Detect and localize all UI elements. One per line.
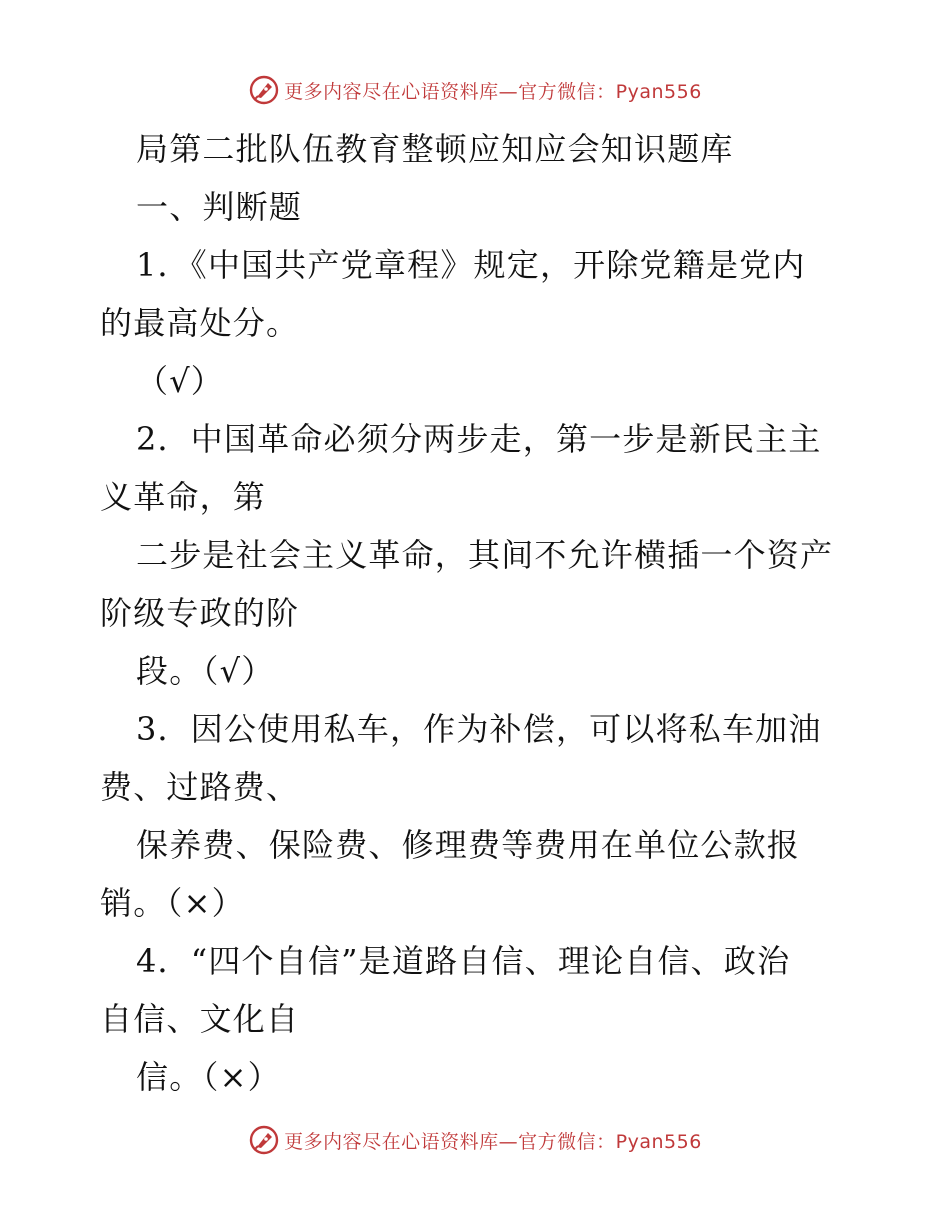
question-3-line-3: 保养费、保险费、修理费等费用在单位公款报 xyxy=(136,826,801,864)
watermark-banner-bottom xyxy=(0,1120,950,1160)
question-1-answer: （√） xyxy=(136,362,224,400)
question-2-answer: 段。（√） xyxy=(136,652,275,690)
question-2-line-2: 义革命，第 xyxy=(100,478,267,516)
watermark-banner-top xyxy=(0,70,950,110)
section-heading: 一、判断题 xyxy=(136,188,303,226)
question-4-line-2: 自信、文化自 xyxy=(100,1000,300,1038)
watermark-text: 更多内容尽在心语资料库—官方微信：Pyan556 xyxy=(284,80,702,103)
document-title: 局第二批队伍教育整顿应知应会知识题库 xyxy=(136,130,734,168)
pen-nib-logo-icon xyxy=(248,74,280,106)
question-3-line-1: 3．因公使用私车，作为补偿，可以将私车加油 xyxy=(136,710,822,748)
question-3-answer: 销。（×） xyxy=(100,884,245,922)
question-1-line-2: 的最高处分。 xyxy=(100,304,300,342)
question-2-line-4: 阶级专政的阶 xyxy=(100,594,300,632)
question-1-line-1: 1．《中国共产党章程》规定，开除党籍是党内 xyxy=(136,246,806,284)
question-4-answer: 信。（×） xyxy=(136,1058,281,1096)
watermark-text: 更多内容尽在心语资料库—官方微信：Pyan556 xyxy=(284,1130,702,1153)
document-body xyxy=(100,120,860,1106)
question-3-line-2: 费、过路费、 xyxy=(100,768,300,806)
question-2-line-1: 2．中国革命必须分两步走，第一步是新民主主 xyxy=(136,420,822,458)
question-2-line-3: 二步是社会主义革命，其间不允许横插一个资产 xyxy=(136,536,834,574)
question-4-line-1: 4．“四个自信”是道路自信、理论自信、政治 xyxy=(136,942,791,980)
pen-nib-logo-icon xyxy=(248,1124,280,1156)
